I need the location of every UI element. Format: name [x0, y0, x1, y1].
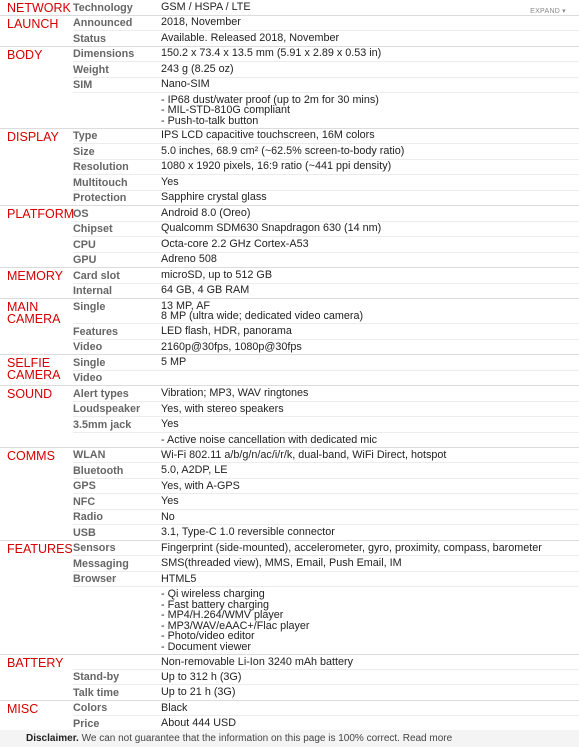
spec-label[interactable]: Chipset: [73, 223, 113, 236]
spec-section: [0, 206, 579, 268]
spec-label[interactable]: Features: [73, 325, 119, 338]
spec-section: [0, 129, 579, 207]
section-category: MAIN CAMERA: [7, 300, 61, 327]
disclaimer-text: We can not guarantee that the information on this page is 100% correct.: [78, 733, 400, 744]
spec-label[interactable]: USB: [73, 526, 96, 539]
spec-row: [73, 16, 579, 32]
spec-value: - IP68 dust/water proof (up to 2m for 30 mins) - MIL-STD-810G compliant - Push-to-talk button: [161, 93, 379, 127]
spec-value: Up to 21 h (3G): [161, 686, 236, 699]
section-category: MISC: [7, 701, 39, 716]
spec-label[interactable]: Technology: [73, 1, 133, 14]
spec-rows: [73, 541, 579, 654]
spec-row: [73, 510, 579, 526]
spec-row: [73, 47, 579, 63]
spec-row: [73, 701, 579, 717]
spec-value: No: [161, 510, 175, 523]
spec-value: 5 MP: [161, 356, 187, 369]
spec-value: Non-removable Li-Ion 3240 mAh battery: [161, 655, 354, 668]
spec-value: LED flash, HDR, panorama: [161, 325, 292, 338]
spec-row: [73, 655, 579, 670]
section-category: COMMS: [7, 448, 55, 463]
spec-label[interactable]: Protection: [73, 192, 127, 205]
spec-label[interactable]: Bluetooth: [73, 464, 124, 477]
spec-section: [0, 355, 579, 386]
spec-label[interactable]: Multitouch: [73, 176, 128, 189]
spec-label[interactable]: NFC: [73, 495, 96, 508]
spec-row: [73, 417, 579, 433]
spec-value: 13 MP, AF 8 MP (ultra wide; dedicated video camera): [161, 299, 364, 323]
spec-value: Sapphire crystal glass: [161, 191, 267, 204]
spec-value: 5.0 inches, 68.9 cm² (~62.5% screen-to-body ratio): [161, 144, 405, 157]
spec-label[interactable]: [73, 433, 161, 447]
spec-row: [73, 433, 579, 447]
section-category: SOUND: [7, 387, 53, 402]
section-category: SELFIE CAMERA: [7, 356, 61, 383]
spec-label[interactable]: SIM: [73, 79, 93, 91]
spec-value: IPS LCD capacitive touchscreen, 16M colors: [161, 129, 375, 142]
spec-value: Yes, with A-GPS: [161, 479, 240, 492]
spec-label[interactable]: Colors: [73, 702, 108, 715]
spec-value: microSD, up to 512 GB: [161, 268, 273, 281]
spec-label[interactable]: Type: [73, 130, 98, 143]
spec-value: Yes, with stereo speakers: [161, 402, 284, 415]
spec-row: [73, 324, 579, 340]
spec-label[interactable]: WLAN: [73, 449, 106, 462]
spec-row: [73, 144, 579, 160]
spec-row: [73, 340, 579, 355]
spec-value: Adreno 508: [161, 253, 217, 266]
spec-label[interactable]: Weight: [73, 63, 109, 76]
spec-row: [73, 355, 579, 371]
spec-value: Yes: [161, 175, 179, 188]
spec-row: [73, 371, 579, 386]
spec-label[interactable]: Sensors: [73, 542, 116, 555]
spec-label[interactable]: GPS: [73, 480, 96, 493]
spec-rows: [73, 355, 579, 385]
spec-label[interactable]: Talk time: [73, 686, 120, 699]
spec-row: [73, 129, 579, 145]
spec-section: [0, 655, 579, 701]
spec-rows: [73, 16, 579, 46]
expand-button[interactable]: [530, 7, 566, 15]
spec-row: [73, 463, 579, 479]
section-category: DISPLAY: [7, 129, 59, 144]
spec-value: [161, 371, 579, 386]
spec-row: [73, 386, 579, 402]
spec-row: [73, 284, 579, 299]
disclaimer-title: Disclaimer.: [26, 733, 79, 744]
spec-rows: [73, 0, 579, 15]
spec-rows: [73, 448, 579, 540]
spec-rows: [73, 47, 579, 128]
spec-label[interactable]: CPU: [73, 238, 96, 251]
spec-row: [73, 572, 579, 588]
spec-value: 150.2 x 73.4 x 13.5 mm (5.91 x 2.89 x 0.53 in): [161, 47, 382, 60]
spec-label[interactable]: Alert types: [73, 387, 129, 400]
spec-value: 2160p@30fps, 1080p@30fps: [161, 340, 302, 353]
spec-row: [73, 31, 579, 46]
spec-value: Yes: [161, 495, 179, 508]
spec-section: [0, 386, 579, 448]
spec-section: [0, 16, 579, 47]
spec-row: [73, 541, 579, 557]
spec-row: [73, 402, 579, 418]
spec-label[interactable]: Announced: [73, 17, 133, 29]
spec-value: Wi-Fi 802.11 a/b/g/n/ac/i/r/k, dual-band, WiFi Direct, hotspot: [161, 448, 447, 461]
spec-value: 1080 x 1920 pixels, 16:9 ratio (~441 ppi density): [161, 160, 392, 173]
spec-row: [73, 587, 579, 654]
spec-label[interactable]: Single: [73, 356, 106, 369]
spec-section: [0, 448, 579, 541]
spec-rows: [73, 701, 579, 731]
spec-rows: [73, 268, 579, 298]
spec-row: [73, 716, 579, 731]
spec-label[interactable]: Radio: [73, 511, 103, 524]
read-more-link[interactable]: Read more: [399, 733, 453, 744]
spec-value: - Qi wireless charging - Fast battery charging - MP4/H.264/WMV player - MP3/WAV/eAAC+/Flac player - Photo/video editor - Document viewer: [161, 588, 310, 653]
spec-value: 3.1, Type-C 1.0 reversible connector: [161, 526, 335, 539]
spec-row: [73, 191, 579, 206]
section-category: NETWORK: [7, 1, 71, 15]
spec-value: SMS(threaded view), MMS, Email, Push Email, IM: [161, 557, 402, 570]
spec-rows: [73, 206, 579, 267]
spec-value: Available. Released 2018, November: [161, 31, 340, 44]
section-category: LAUNCH: [7, 16, 59, 31]
spec-row: [73, 299, 579, 324]
spec-label[interactable]: [73, 655, 161, 669]
spec-row: [73, 62, 579, 78]
spec-row: [73, 78, 579, 94]
spec-rows: [73, 386, 579, 447]
section-category: BATTERY: [7, 655, 64, 670]
spec-value: Octa-core 2.2 GHz Cortex-A53: [161, 237, 309, 250]
spec-row: [73, 494, 579, 510]
spec-row: [73, 237, 579, 253]
spec-row: [73, 268, 579, 284]
spec-label[interactable]: Single: [73, 300, 106, 313]
spec-label[interactable]: Price: [73, 717, 100, 730]
disclaimer-bar: [0, 730, 579, 747]
spec-value: GSM / HSPA / LTE: [161, 0, 251, 13]
spec-value: Yes: [161, 418, 179, 431]
chevron-down-icon: ▾: [562, 8, 566, 15]
spec-row: [73, 206, 579, 222]
spec-value: About 444 USD: [161, 717, 237, 730]
spec-value: 5.0, A2DP, LE: [161, 464, 228, 477]
spec-label[interactable]: [73, 587, 161, 654]
spec-label[interactable]: Dimensions: [73, 48, 135, 60]
spec-row: [73, 175, 579, 191]
spec-label[interactable]: Size: [73, 145, 95, 158]
spec-label[interactable]: Internal: [73, 285, 112, 298]
expand-label: EXPAND: [530, 8, 561, 15]
spec-label[interactable]: Video: [73, 341, 103, 354]
spec-label[interactable]: Card slot: [73, 269, 120, 282]
spec-label[interactable]: GPU: [73, 254, 97, 267]
spec-label[interactable]: OS: [73, 207, 89, 220]
spec-row: [73, 685, 579, 700]
spec-value: HTML5: [161, 572, 197, 585]
spec-row: [73, 160, 579, 176]
spec-value: Qualcomm SDM630 Snapdragon 630 (14 nm): [161, 222, 382, 235]
spec-row: [73, 0, 579, 15]
spec-value: Fingerprint (side-mounted), accelerometer, gyro, proximity, compass, barometer: [161, 541, 542, 554]
spec-section: [0, 541, 579, 655]
spec-value: Black: [161, 701, 188, 714]
spec-label[interactable]: Status: [73, 32, 106, 45]
spec-value: - Active noise cancellation with dedicated mic: [161, 433, 378, 446]
spec-label[interactable]: Stand-by: [73, 671, 120, 684]
spec-value: 64 GB, 4 GB RAM: [161, 284, 250, 297]
spec-rows: [73, 655, 579, 700]
spec-label[interactable]: Browser: [73, 573, 117, 586]
spec-label[interactable]: 3.5mm jack: [73, 418, 132, 431]
spec-section: [0, 299, 579, 355]
spec-row: [73, 556, 579, 572]
spec-value: 2018, November: [161, 16, 241, 29]
section-category: FEATURES: [7, 541, 73, 556]
spec-value: Up to 312 h (3G): [161, 670, 242, 683]
spec-label[interactable]: Resolution: [73, 161, 129, 174]
spec-label[interactable]: [73, 93, 161, 128]
spec-section: [0, 701, 579, 732]
spec-section: [0, 268, 579, 299]
section-category: MEMORY: [7, 269, 64, 284]
spec-row: [73, 670, 579, 686]
spec-label[interactable]: Loudspeaker: [73, 403, 141, 416]
spec-value: Android 8.0 (Oreo): [161, 206, 251, 219]
section-category: BODY: [7, 47, 43, 62]
spec-label[interactable]: Messaging: [73, 557, 129, 570]
spec-row: [73, 93, 579, 128]
spec-row: [73, 525, 579, 540]
spec-section: [0, 0, 579, 16]
spec-value: Vibration; MP3, WAV ringtones: [161, 387, 309, 400]
spec-row: [73, 479, 579, 495]
spec-row: [73, 253, 579, 268]
spec-rows: [73, 299, 579, 354]
spec-row: [73, 222, 579, 238]
spec-value: 243 g (8.25 oz): [161, 62, 234, 75]
spec-rows: [73, 129, 579, 206]
spec-section: [0, 47, 579, 129]
spec-row: [73, 448, 579, 464]
spec-value: Nano-SIM: [161, 78, 210, 91]
section-category: PLATFORM: [7, 207, 75, 222]
spec-label[interactable]: Video: [73, 372, 103, 385]
